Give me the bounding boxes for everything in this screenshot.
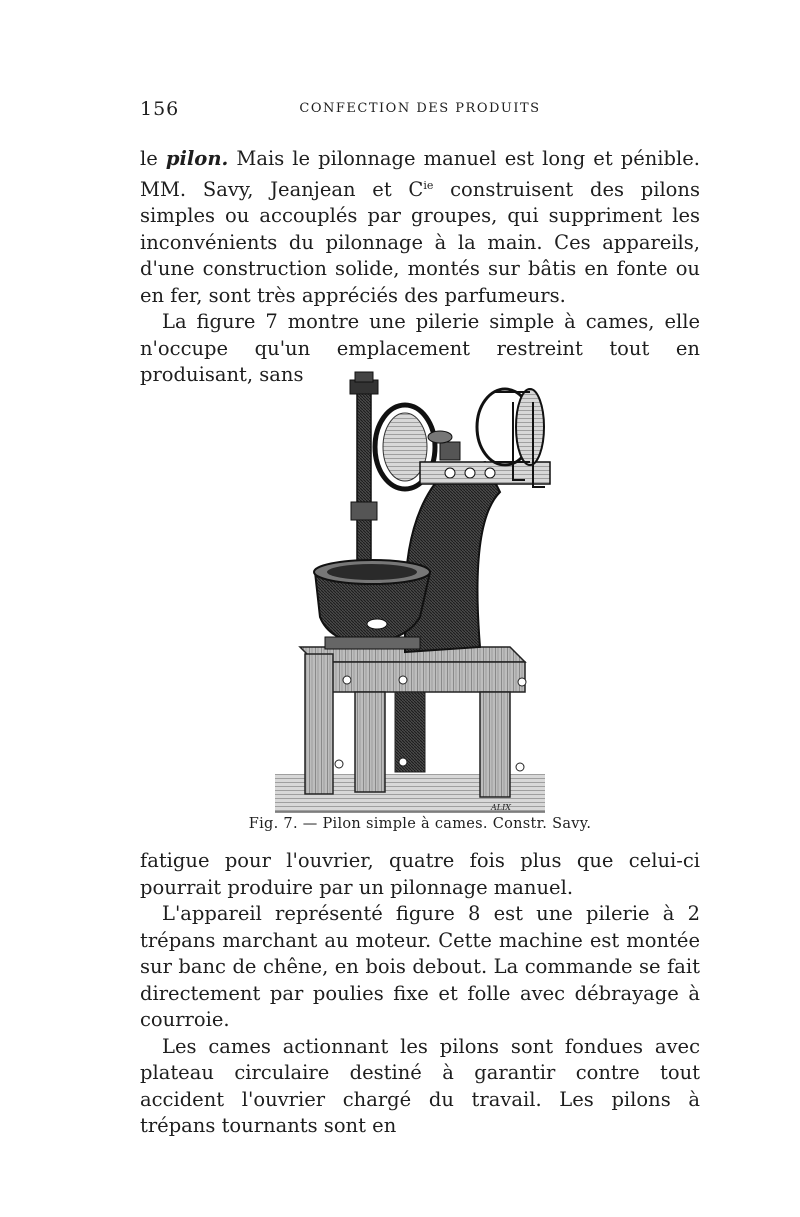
paragraph-4: L'appareil représenté figure 8 est une pilerie à 2 trépans marchant au moteur. Cette machine est montée sur banc de chêne, en bois debout. La commande se fait directement par poulies fixe et folle avec débrayage à courroie.: [140, 902, 700, 1031]
emphasis-pilon: pilon.: [165, 147, 229, 170]
text-block-top: [140, 146, 700, 389]
paragraph-1: le pilon. Mais le pilonnage manuel est long et pénible. MM. Savy, Jeanjean et $C^{ie}$ construisent des pilons simples ou accouplés par groupes, qui suppriment les inconvénients du pilonnage à la main. Ces appareils, d'une construction solide, montés sur bâtis en fonte ou en fer, sont très appréciés des parfumeurs.: [140, 147, 700, 307]
figure-7-illustration: [255, 362, 555, 817]
superscript-ie: ie: [423, 178, 434, 192]
figure-caption: Fig. 7. — Pilon simple à cames. Constr. Savy.: [248, 816, 592, 832]
page-number: 156: [140, 98, 180, 120]
engraver-signature: ALIX: [491, 803, 511, 812]
paragraph-3: fatigue pour l'ouvrier, quatre fois plus que celui-ci pourrait produire par un pilonnage manuel.: [140, 849, 700, 899]
page-header: [140, 98, 700, 122]
text-block-bottom: [140, 848, 700, 1140]
paragraph-2: La figure 7 montre une pilerie simple à cames, elle n'occupe qu'un emplacement restreint tout en produisant, sans: [140, 310, 700, 386]
running-head: CONFECTION DES PRODUITS: [299, 101, 541, 116]
paragraph-5: Les cames actionnant les pilons sont fondues avec plateau circulaire destiné à garantir contre tout accident l'ouvrier chargé du travail. Les pilons à trépans tournants sont en: [140, 1034, 700, 1137]
pestle-machine-icon: [255, 362, 555, 817]
